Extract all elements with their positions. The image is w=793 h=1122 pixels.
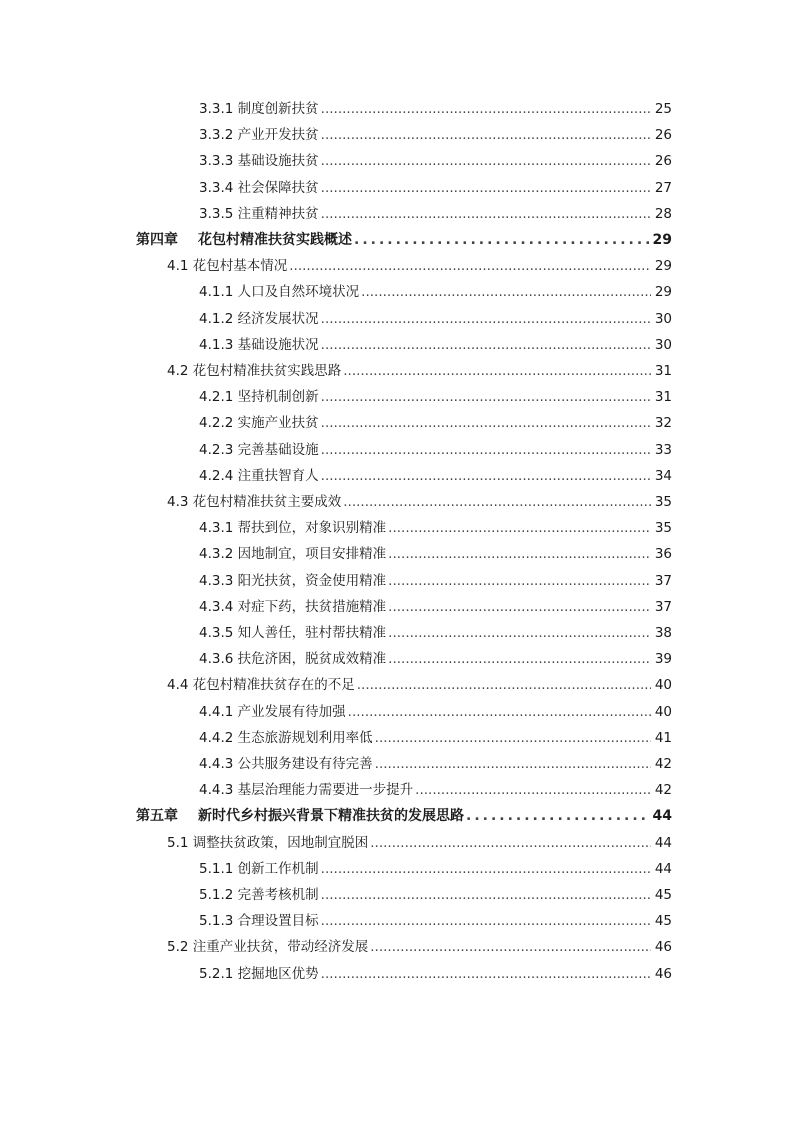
toc-subsection-entry[interactable]: [199, 859, 672, 879]
toc-entry-title: 4.1.3 基础设施状况: [199, 336, 319, 353]
chapter-title: 花包村精准扶贫实践概述: [198, 232, 352, 248]
toc-subsection-entry[interactable]: [199, 466, 672, 486]
toc-subsection-entry[interactable]: [199, 413, 672, 433]
dot-leader: [321, 335, 651, 355]
page-number: 35: [654, 520, 672, 537]
toc-entry-title: 4.4.3 基层治理能力需要进一步提升: [199, 782, 414, 799]
dot-leader: [321, 178, 651, 198]
dot-leader: [321, 964, 651, 984]
toc-subsection-entry[interactable]: [199, 649, 672, 669]
toc-entry-title: 4.2.3 完善基础设施: [199, 441, 319, 458]
toc-entry-title: 4.1.1 人口及自然环境状况: [199, 284, 360, 301]
dot-leader: [343, 492, 651, 512]
toc-entry-title: [136, 806, 466, 826]
dot-leader: [321, 309, 651, 329]
dot-leader: [321, 387, 651, 407]
toc-section-entry[interactable]: [167, 256, 672, 276]
toc-entry-title: 5.1.3 合理设置目标: [199, 913, 319, 930]
toc-subsection-entry[interactable]: [199, 885, 672, 905]
toc-subsection-entry[interactable]: [199, 571, 672, 591]
toc-entry-title: 4.3.5 知人善任，驻村帮扶精准: [199, 625, 387, 641]
toc-entry-title: 3.3.4 社会保障扶贫: [199, 179, 319, 196]
dot-leader: [388, 518, 651, 538]
page-number: 37: [654, 598, 672, 615]
dot-leader: [388, 544, 651, 564]
dot-leader: [321, 204, 651, 224]
toc-entry-title: 3.3.3 基础设施扶贫: [199, 153, 319, 170]
page-number: 37: [654, 572, 672, 589]
toc-entry-title: 4.3.6 扶危济困，脱贫成效精准: [199, 651, 387, 668]
toc-chapter-entry[interactable]: [136, 230, 672, 250]
page-number: 26: [654, 153, 672, 170]
toc-subsection-entry[interactable]: [199, 335, 672, 355]
page-number: 42: [654, 756, 672, 772]
toc-entry-title: 4.2.2 实施产业扶贫: [199, 415, 319, 432]
page-number: 46: [654, 939, 672, 956]
toc-subsection-entry[interactable]: [199, 544, 672, 564]
page-number: 29: [654, 284, 672, 301]
toc-subsection-entry[interactable]: [199, 204, 672, 224]
dot-leader: [321, 911, 651, 931]
chapter-title: 新时代乡村振兴背景下精准扶贫的发展思路: [198, 808, 464, 825]
dot-leader: [289, 256, 651, 276]
toc-subsection-entry[interactable]: [199, 702, 672, 722]
toc-subsection-entry[interactable]: [199, 387, 672, 407]
toc-entry-title: 3.3.1 制度创新扶贫: [199, 101, 319, 117]
toc-subsection-entry[interactable]: [199, 440, 672, 460]
toc-subsection-entry[interactable]: [199, 99, 672, 119]
toc-subsection-entry[interactable]: [199, 282, 672, 302]
toc-subsection-entry[interactable]: [199, 780, 672, 800]
page-number: 35: [654, 494, 672, 510]
toc-subsection-entry[interactable]: [199, 518, 672, 538]
toc-section-entry[interactable]: [167, 833, 672, 853]
toc-entry-title: 4.3.3 阳光扶贫，资金使用精准: [199, 572, 387, 589]
page-number: 29: [652, 232, 672, 248]
toc-subsection-entry[interactable]: [199, 754, 672, 774]
toc-subsection-entry[interactable]: [199, 151, 672, 171]
toc-entry-title: 4.3.2 因地制宜，项目安排精准: [199, 546, 387, 563]
page-number: 45: [654, 913, 672, 930]
toc-entry-title: 4.2.1 坚持机制创新: [199, 389, 319, 406]
toc-section-entry[interactable]: [167, 675, 672, 695]
toc-subsection-entry[interactable]: [199, 597, 672, 617]
toc-subsection-entry[interactable]: [199, 125, 672, 145]
dot-leader: [321, 440, 651, 460]
page-number: 32: [654, 415, 672, 432]
dot-leader: [466, 806, 649, 826]
page-number: 44: [652, 808, 672, 825]
toc-entry-title: 4.3.4 对症下药，扶贫措施精准: [199, 598, 387, 615]
toc-section-entry[interactable]: [167, 937, 672, 957]
page-number: 31: [654, 363, 672, 379]
page-number: 45: [654, 887, 672, 903]
dot-leader: [321, 125, 651, 145]
page-number: 42: [654, 782, 672, 799]
toc-subsection-entry[interactable]: [199, 911, 672, 931]
dot-leader: [321, 885, 651, 905]
toc-entry-title: [136, 230, 354, 250]
toc-entry-title: 4.4.1 产业发展有待加强: [199, 703, 346, 720]
toc-entry-title: 4.1.2 经济发展状况: [199, 310, 319, 327]
toc-chapter-entry[interactable]: [136, 806, 672, 826]
dot-leader: [415, 780, 651, 800]
dot-leader: [370, 833, 651, 853]
page-number: 25: [654, 101, 672, 117]
dot-leader: [388, 571, 651, 591]
page-number: 44: [654, 834, 672, 851]
page-number: 28: [654, 205, 672, 222]
toc-entry-title: 4.2 花包村精准扶贫实践思路: [167, 363, 342, 379]
page-number: 40: [654, 677, 672, 694]
page-number: 46: [654, 965, 672, 982]
dot-leader: [321, 413, 651, 433]
toc-subsection-entry[interactable]: [199, 964, 672, 984]
page-number: 41: [654, 729, 672, 746]
dot-leader: [375, 754, 651, 774]
toc-entry-title: 4.3 花包村精准扶贫主要成效: [167, 494, 342, 510]
page-number: 29: [654, 258, 672, 275]
dot-leader: [321, 466, 651, 486]
dot-leader: [388, 623, 651, 643]
page-number: 31: [654, 389, 672, 406]
page-number: 30: [654, 336, 672, 353]
page-number: 33: [654, 441, 672, 458]
toc-entry-title: 4.1 花包村基本情况: [167, 258, 288, 275]
page-number: 38: [654, 625, 672, 641]
toc-subsection-entry[interactable]: [199, 309, 672, 329]
page-number: 40: [654, 703, 672, 720]
toc-entry-title: 4.2.4 注重扶智育人: [199, 467, 319, 484]
toc-entry-title: 5.1 调整扶贫政策，因地制宜脱困: [167, 834, 369, 851]
dot-leader: [375, 728, 651, 748]
toc-entry-title: 4.4.3 公共服务建设有待完善: [199, 756, 373, 772]
dot-leader: [357, 675, 651, 695]
page-number: 39: [654, 651, 672, 668]
toc-entry-title: 4.4.2 生态旅游规划利用率低: [199, 729, 373, 746]
toc-entry-title: 5.2.1 挖掘地区优势: [199, 965, 319, 982]
toc-entry-title: 5.1.2 完善考核机制: [199, 887, 319, 903]
toc-entry-title: 4.3.1 帮扶到位，对象识别精准: [199, 520, 387, 537]
page-number: 44: [654, 860, 672, 877]
dot-leader: [348, 702, 651, 722]
page-number: 34: [654, 467, 672, 484]
dot-leader: [321, 99, 651, 119]
dot-leader: [321, 859, 651, 879]
page-number: 27: [654, 179, 672, 196]
toc-section-entry[interactable]: [167, 361, 672, 381]
chapter-number: 第五章: [136, 808, 178, 825]
page-number: 30: [654, 310, 672, 327]
page-number: 36: [654, 546, 672, 563]
dot-leader: [388, 597, 651, 617]
toc-entry-title: 3.3.5 注重精神扶贫: [199, 205, 319, 222]
toc-entry-title: 5.2 注重产业扶贫，带动经济发展: [167, 939, 369, 956]
toc-entry-title: 3.3.2 产业开发扶贫: [199, 127, 319, 144]
toc-entry-title: 5.1.1 创新工作机制: [199, 860, 319, 877]
chapter-number: 第四章: [136, 232, 178, 248]
toc-section-entry[interactable]: [167, 492, 672, 512]
toc-subsection-entry[interactable]: [199, 728, 672, 748]
dot-leader: [370, 937, 651, 957]
toc-subsection-entry[interactable]: [199, 623, 672, 643]
dot-leader: [388, 649, 651, 669]
dot-leader: [361, 282, 651, 302]
page-number: 26: [654, 127, 672, 144]
dot-leader: [343, 361, 651, 381]
dot-leader: [321, 151, 651, 171]
toc-entry-title: 4.4 花包村精准扶贫存在的不足: [167, 677, 355, 694]
dot-leader: [354, 230, 649, 250]
toc-subsection-entry[interactable]: [199, 178, 672, 198]
